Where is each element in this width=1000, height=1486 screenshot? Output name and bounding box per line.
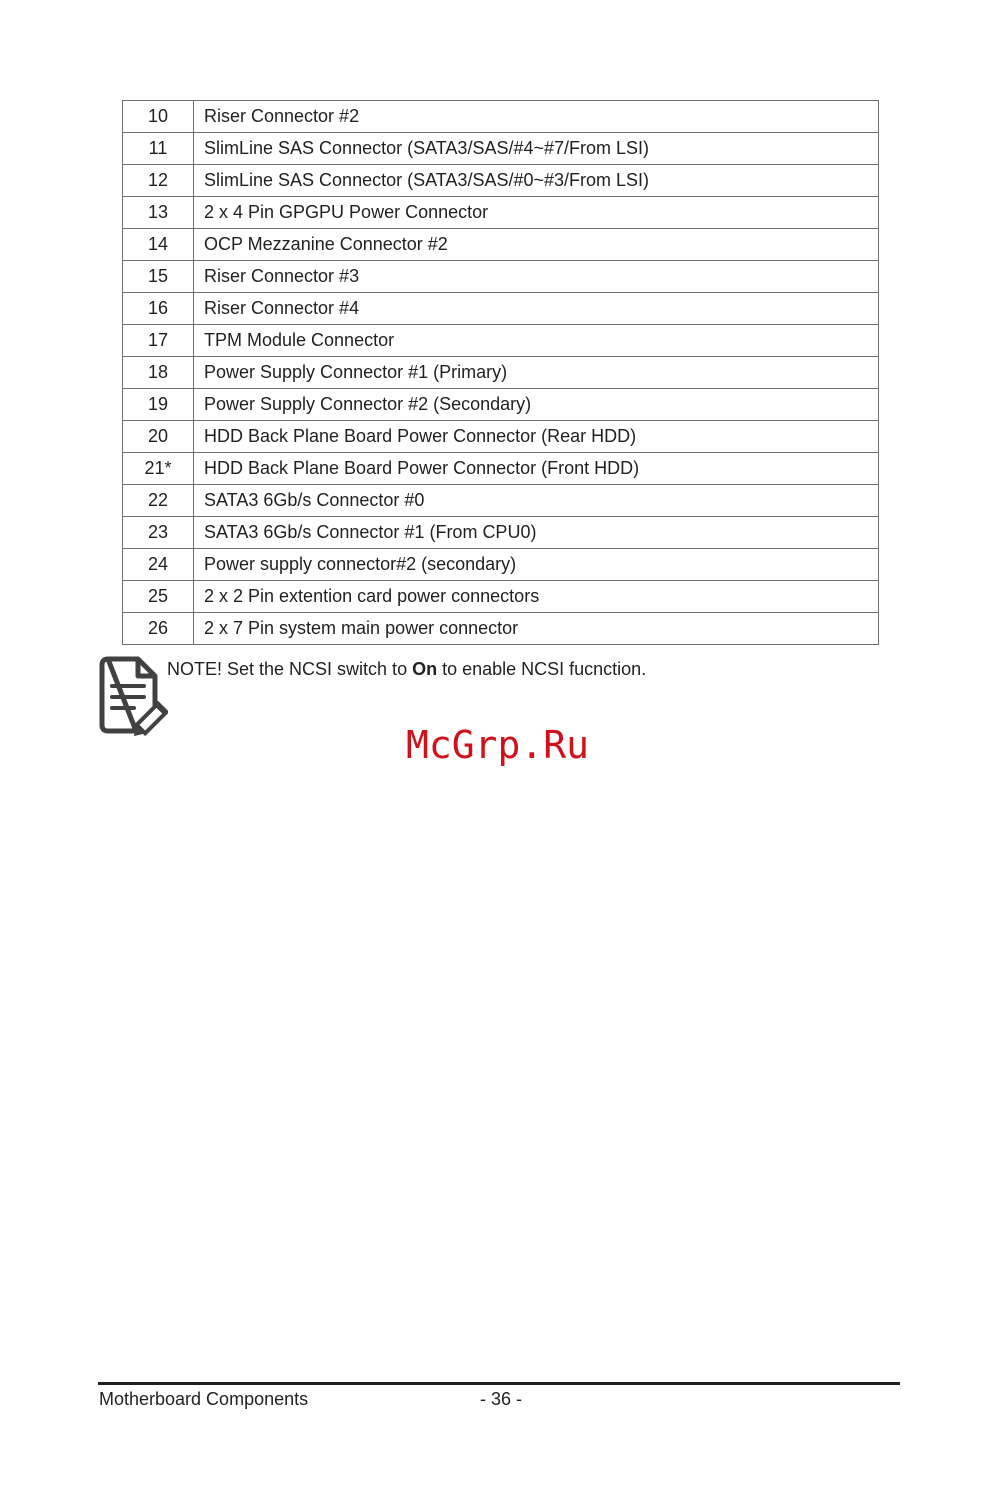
table-row — [123, 293, 879, 325]
table-row — [123, 581, 879, 613]
table-row — [123, 549, 879, 581]
row-number: 21* — [123, 453, 194, 485]
row-number: 14 — [123, 229, 194, 261]
table-row — [123, 133, 879, 165]
table-row — [123, 261, 879, 293]
table-row — [123, 325, 879, 357]
table-row — [123, 357, 879, 389]
row-number: 22 — [123, 485, 194, 517]
row-description: OCP Mezzanine Connector #2 — [194, 229, 879, 261]
table-body — [123, 101, 879, 645]
note-text — [167, 657, 646, 681]
row-description: Power supply connector#2 (secondary) — [194, 549, 879, 581]
note-suffix: to enable NCSI fucnction. — [437, 659, 647, 679]
row-description: Power Supply Connector #1 (Primary) — [194, 357, 879, 389]
row-number: 19 — [123, 389, 194, 421]
row-description: TPM Module Connector — [194, 325, 879, 357]
row-number: 11 — [123, 133, 194, 165]
table-row — [123, 613, 879, 645]
row-description: SlimLine SAS Connector (SATA3/SAS/#0~#3/From LSI) — [194, 165, 879, 197]
table-row — [123, 517, 879, 549]
row-description: Riser Connector #2 — [194, 101, 879, 133]
row-number: 13 — [123, 197, 194, 229]
table-row — [123, 485, 879, 517]
footer-divider — [98, 1382, 900, 1385]
row-number: 24 — [123, 549, 194, 581]
footer-section-title: Motherboard Components — [99, 1389, 309, 1409]
components-table — [122, 100, 879, 645]
row-description: Riser Connector #4 — [194, 293, 879, 325]
row-number: 20 — [123, 421, 194, 453]
row-description: SlimLine SAS Connector (SATA3/SAS/#4~#7/From LSI) — [194, 133, 879, 165]
row-description: HDD Back Plane Board Power Connector (Rear HDD) — [194, 421, 879, 453]
watermark: McGrp.Ru — [406, 723, 590, 767]
note-pencil-icon — [98, 656, 168, 744]
row-number: 26 — [123, 613, 194, 645]
note-prefix: NOTE! Set the NCSI switch to — [167, 659, 413, 679]
row-description: Power Supply Connector #2 (Secondary) — [194, 389, 879, 421]
row-number: 17 — [123, 325, 194, 357]
row-number: 12 — [123, 165, 194, 197]
page-number: - 36 - — [480, 1389, 523, 1409]
row-description: 2 x 2 Pin extention card power connectors — [194, 581, 879, 613]
row-description: SATA3 6Gb/s Connector #0 — [194, 485, 879, 517]
table-row — [123, 421, 879, 453]
row-description: Riser Connector #3 — [194, 261, 879, 293]
row-number: 18 — [123, 357, 194, 389]
row-number: 23 — [123, 517, 194, 549]
table-row — [123, 229, 879, 261]
row-description: HDD Back Plane Board Power Connector (Front HDD) — [194, 453, 879, 485]
note-emphasis: On — [412, 659, 438, 679]
row-number: 16 — [123, 293, 194, 325]
table-row — [123, 165, 879, 197]
row-description: 2 x 7 Pin system main power connector — [194, 613, 879, 645]
row-number: 10 — [123, 101, 194, 133]
table-row — [123, 389, 879, 421]
table-row — [123, 453, 879, 485]
table-row — [123, 101, 879, 133]
row-description: SATA3 6Gb/s Connector #1 (From CPU0) — [194, 517, 879, 549]
row-number: 15 — [123, 261, 194, 293]
table-row — [123, 197, 879, 229]
row-number: 25 — [123, 581, 194, 613]
row-description: 2 x 4 Pin GPGPU Power Connector — [194, 197, 879, 229]
